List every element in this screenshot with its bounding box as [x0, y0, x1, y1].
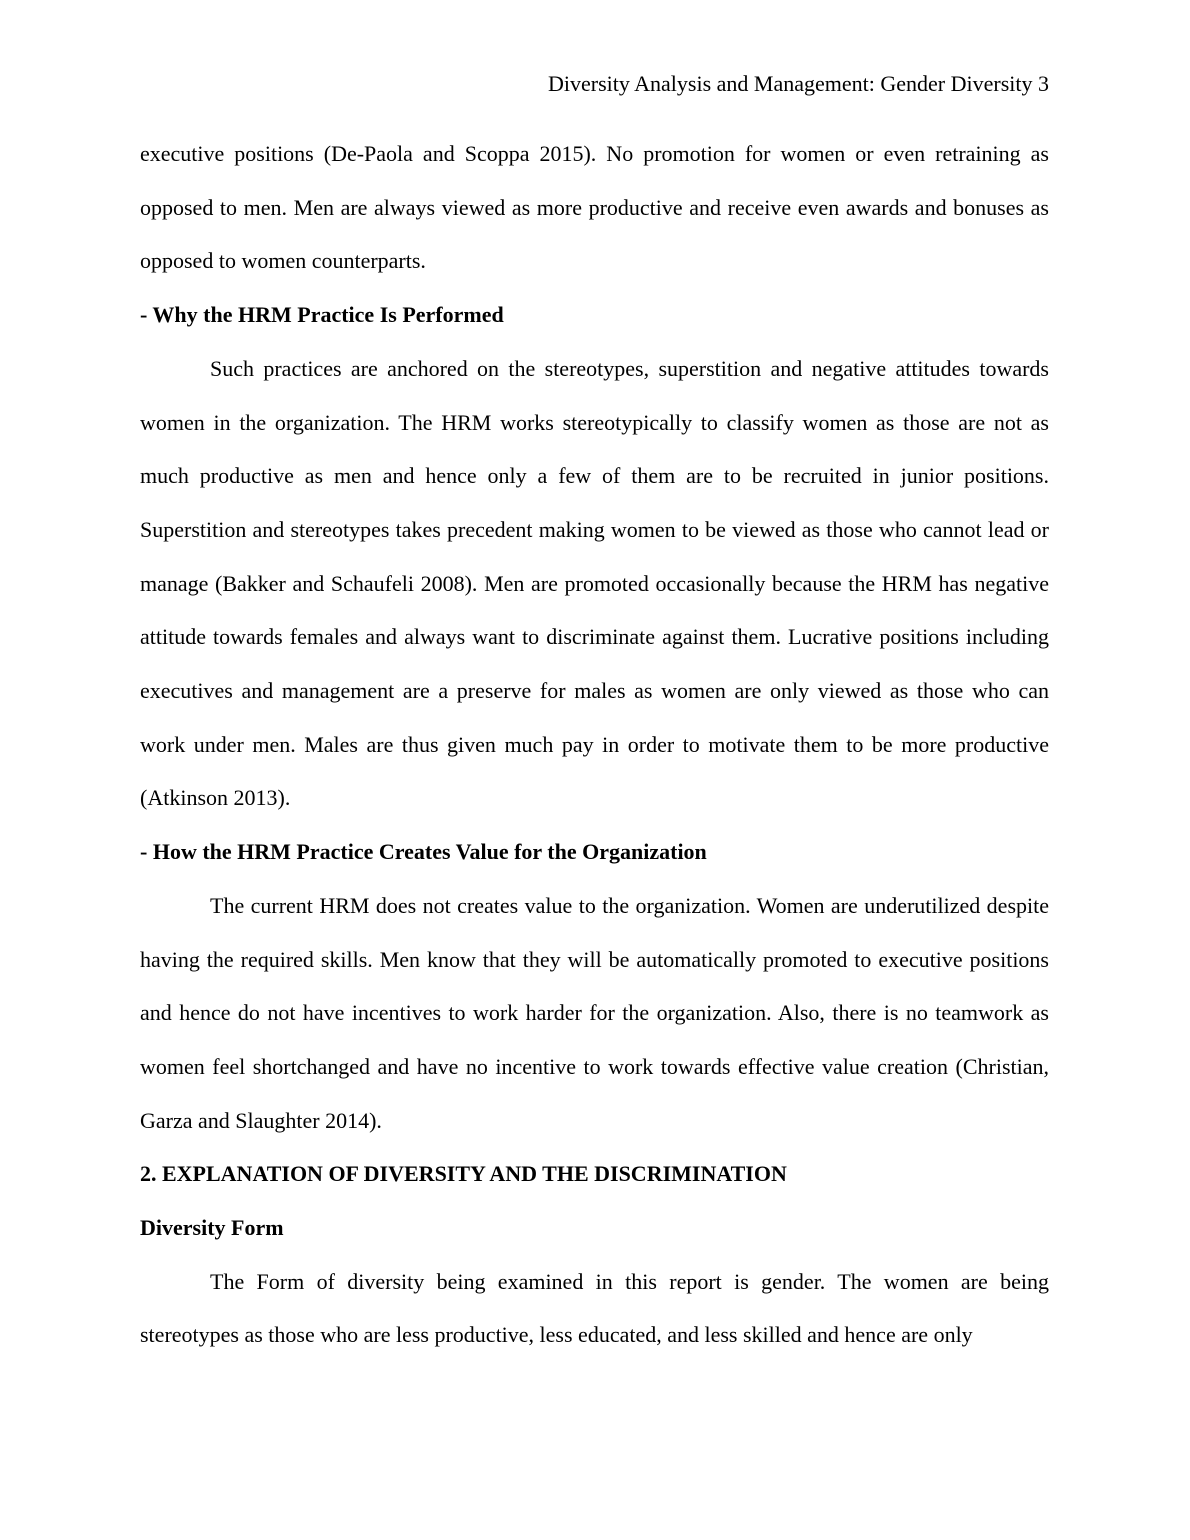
heading-diversity-form: Diversity Form	[140, 1215, 284, 1241]
heading-how-hrm-creates-value: - How the HRM Practice Creates Value for the Organization	[140, 839, 707, 865]
paragraph-current-hrm: The current HRM does not creates value to the organization. Women are underutilized despite having the required skills. Men know that they will be automatically promoted to executive positions and hence do not have incentives to work harder for the organization. Also, there is no teamwork as women feel shortchanged and have no incentive to work towards effective value creation (Christian, Garza and Slaughter 2014).	[140, 892, 1049, 1133]
paragraph-stereotypes: Such practices are anchored on the stereotypes, superstition and negative attitudes towards women in the organization. The HRM works stereotypically to classify women as those are not as much productive as men and hence only a few of them are to be recruited in junior positions. Superstition and stereotypes takes precedent making women to be viewed as those who cannot lead or manage (Bakker and Schaufeli 2008). Men are promoted occasionally because the HRM has negative attitude towards females and always want to discriminate against them. Lucrative positions including executives and management are a preserve for males as women are only viewed as those who can work under men. Males are thus given much pay in order to motivate them to be more productive (Atkinson 2013).	[140, 355, 1049, 811]
document-body	[140, 127, 1049, 1362]
paragraph-form-of-diversity: The Form of diversity being examined in this report is gender. The women are being stereotypes as those who are less productive, less educated, and less skilled and hence are only	[140, 1268, 1049, 1348]
running-head: Diversity Analysis and Management: Gender Diversity 3	[547, 71, 1049, 96]
heading-why-hrm-practice: - Why the HRM Practice Is Performed	[140, 302, 504, 328]
heading-section-2: 2. EXPLANATION OF DIVERSITY AND THE DISCRIMINATION	[140, 1161, 787, 1187]
paragraph-executive-positions: executive positions (De-Paola and Scoppa 2015). No promotion for women or even retraining as opposed to men. Men are always viewed as more productive and receive even awards and bonuses as opposed to women counterparts.	[140, 141, 1049, 274]
